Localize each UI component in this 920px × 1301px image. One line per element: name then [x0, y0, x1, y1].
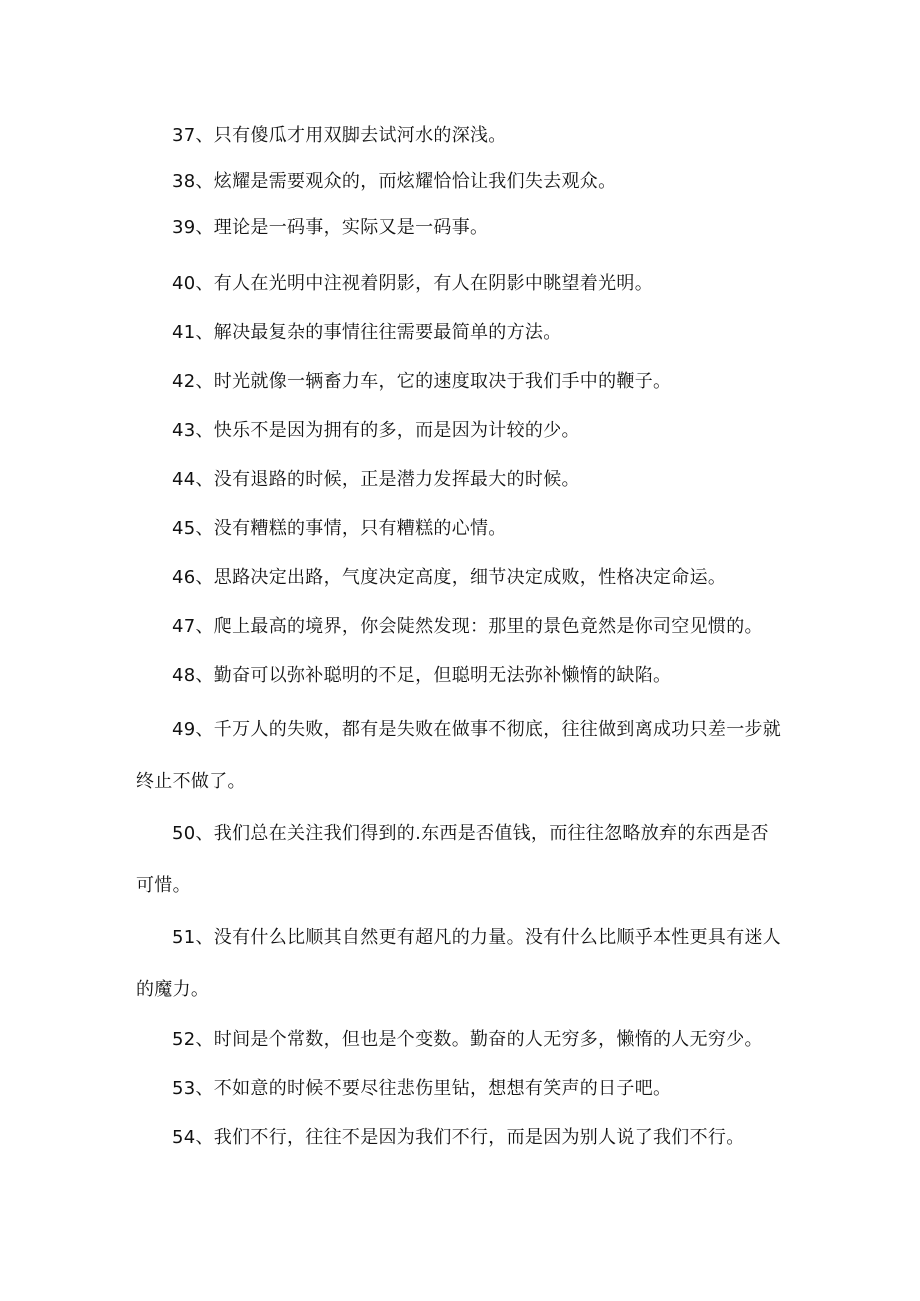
quote-54: 54、我们不行，往往不是因为我们不行，而是因为别人说了我们不行。 [172, 1127, 745, 1148]
quote-list [136, 113, 784, 1161]
quote-39: 39、理论是一码事，实际又是一码事。 [172, 217, 489, 238]
quote-45: 45、没有糟糕的事情，只有糟糕的心情。 [172, 518, 507, 539]
quote-40: 40、有人在光明中注视着阴影，有人在阴影中眺望着光明。 [172, 273, 654, 294]
quote-46: 46、思路决定出路，气度决定高度，细节决定成败，性格决定命运。 [172, 567, 727, 588]
quote-53: 53、不如意的时候不要尽往悲伤里钻，想想有笑声的日子吧。 [172, 1078, 672, 1099]
quote-44: 44、没有退路的时候，正是潜力发挥最大的时候。 [172, 469, 580, 490]
quote-50: 50、我们总在关注我们得到的.东西是否值钱，而往往忽略放弃的东西是否可惜。 [136, 823, 769, 896]
quote-49: 49、千万人的失败，都有是失败在做事不彻底，往往做到离成功只差一步就终止不做了。 [136, 719, 782, 792]
quote-38: 38、炫耀是需要观众的，而炫耀恰恰让我们失去观众。 [172, 171, 617, 192]
quote-48: 48、勤奋可以弥补聪明的不足，但聪明无法弥补懒惰的缺陷。 [172, 665, 672, 686]
quote-52: 52、时间是个常数，但也是个变数。勤奋的人无穷多，懒惰的人无穷少。 [172, 1029, 763, 1050]
quote-47: 47、爬上最高的境界，你会陡然发现：那里的景色竟然是你司空见惯的。 [172, 616, 763, 637]
quote-41: 41、解决最复杂的事情往往需要最简单的方法。 [172, 322, 562, 343]
quote-43: 43、快乐不是因为拥有的多，而是因为计较的少。 [172, 420, 580, 441]
quote-42: 42、时光就像一辆畜力车，它的速度取决于我们手中的鞭子。 [172, 371, 672, 392]
quote-51: 51、没有什么比顺其自然更有超凡的力量。没有什么比顺乎本性更具有迷人的魔力。 [136, 927, 782, 1000]
quote-37: 37、只有傻瓜才用双脚去试河水的深浅。 [172, 125, 507, 146]
